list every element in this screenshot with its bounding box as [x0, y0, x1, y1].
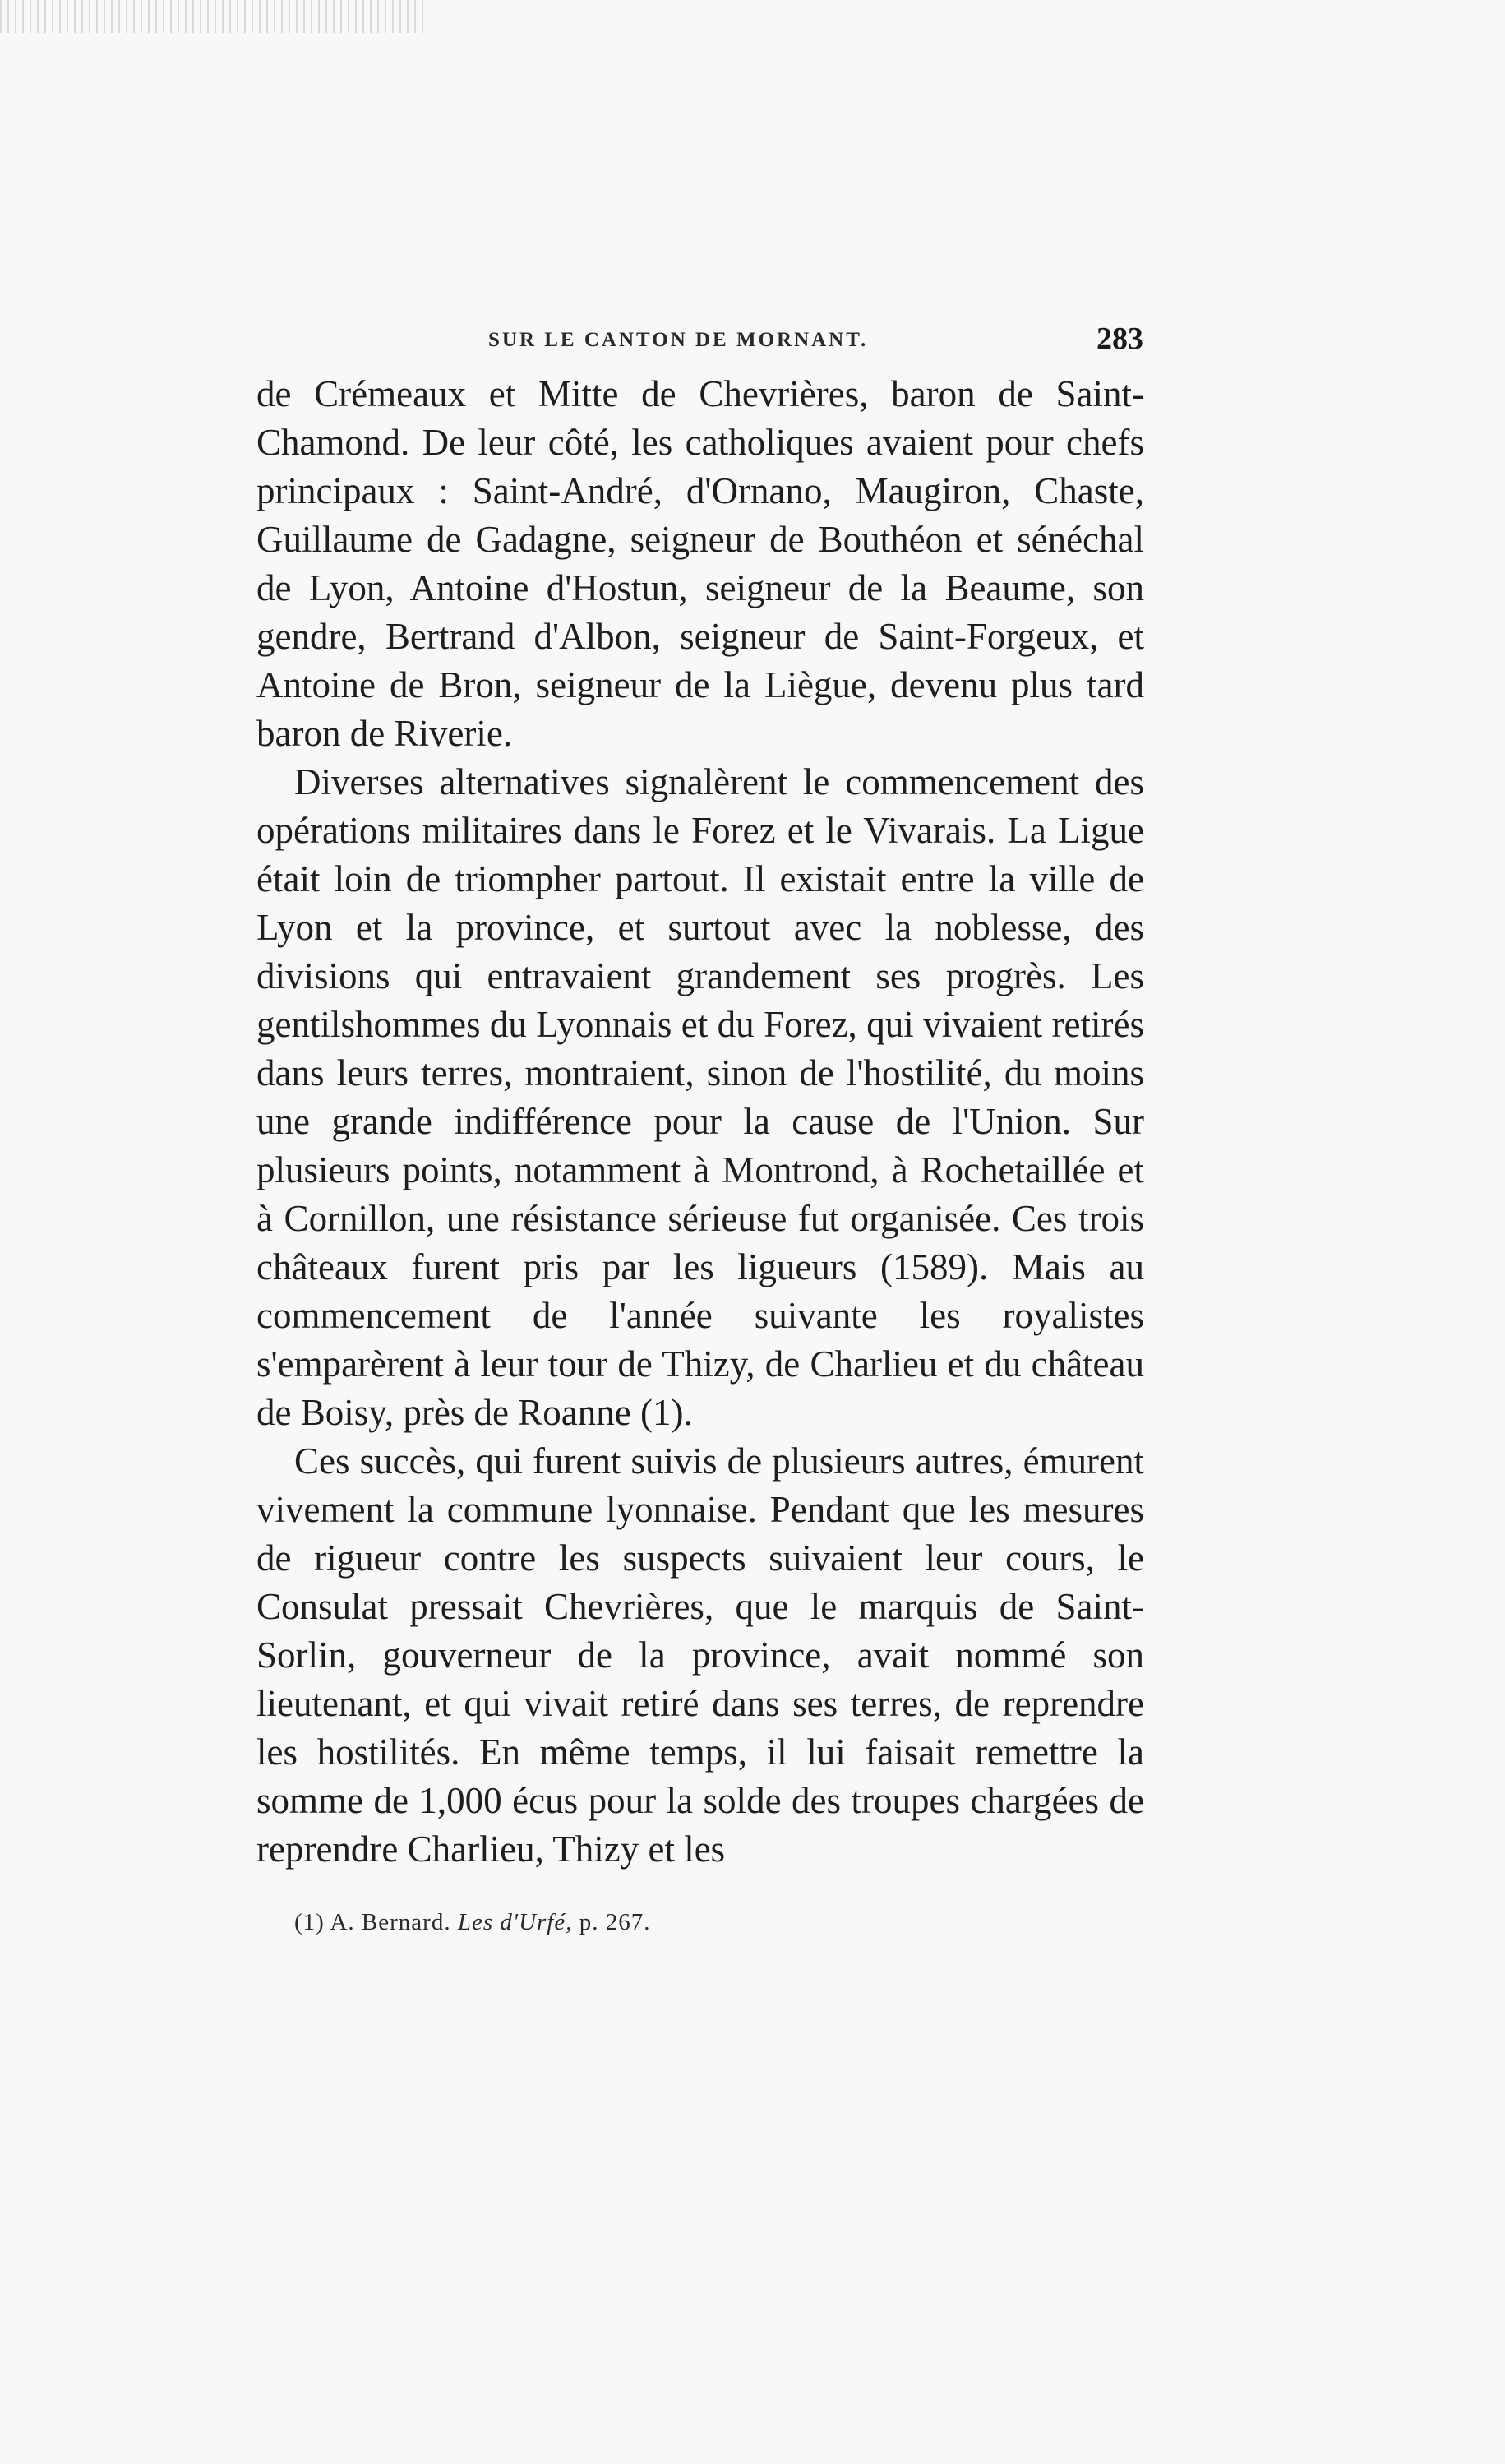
paragraph-3: Ces succès, qui furent suivis de plusieurs autres, émurent vivement la commune lyonnaise. Pendant que les mesures de rigueur contre les suspects suivaient leur cours, le Consulat pressait Chevrières, que le marquis de Saint-Sorlin, gouverneur de la province, avait nommé son lieutenant, et qui vivait retiré dans ses terres, de reprendre les hostilités. En même temps, il lui faisait remettre la somme de 1,000 écus pour la solde des troupes chargées de reprendre Charlieu, Thizy et les [256, 1440, 1144, 1870]
body-text [256, 370, 1144, 1874]
paragraph-2: Diverses alternatives signalèrent le commencement des opérations militaires dans le Forez et le Vivarais. La Ligue était loin de triompher partout. Il existait entre la ville de Lyon et la province, et surtout avec la noblesse, des divisions qui entravaient grandement ses progrès. Les gentilshommes du Lyonnais et du Forez, qui vivaient retirés dans leurs terres, montraient, sinon de l'hostilité, du moins une grande indifférence pour la cause de l'Union. Sur plusieurs points, notamment à Montrond, à Rochetaillée et à Cornillon, une résistance sérieuse fut organisée. Ces trois châteaux furent pris par les ligueurs (1589). Mais au commencement de l'année suivante les royalistes s'emparèrent à leur tour de Thizy, de Charlieu et du château de Boisy, près de Roanne (1). [256, 761, 1144, 1433]
footnote-marker: (1) [294, 1909, 325, 1935]
running-title: SUR LE CANTON DE MORNANT. [488, 329, 869, 351]
footnote-author: A. Bernard. [330, 1909, 451, 1935]
footnote-page: p. 267. [579, 1909, 651, 1935]
paragraph-1: de Crémeaux et Mitte de Chevrières, baron de Saint-Chamond. De leur côté, les catholiques avaient pour chefs principaux : Saint-André, d'Ornano, Maugiron, Chaste, Guillaume de Gadagne, seigneur de Bouthéon et sénéchal de Lyon, Antoine d'Hostun, seigneur de la Beaume, son gendre, Bertrand d'Albon, seigneur de Saint-Forgeux, et Antoine de Bron, seigneur de la Liègue, devenu plus tard baron de Riverie. [256, 373, 1144, 754]
footnote [294, 1909, 650, 1936]
page-number: 283 [1096, 321, 1143, 356]
book-page [256, 312, 1144, 1874]
footnote-title: Les d'Urfé, [457, 1909, 573, 1935]
scan-speckle [0, 0, 427, 33]
running-head [256, 312, 1144, 370]
